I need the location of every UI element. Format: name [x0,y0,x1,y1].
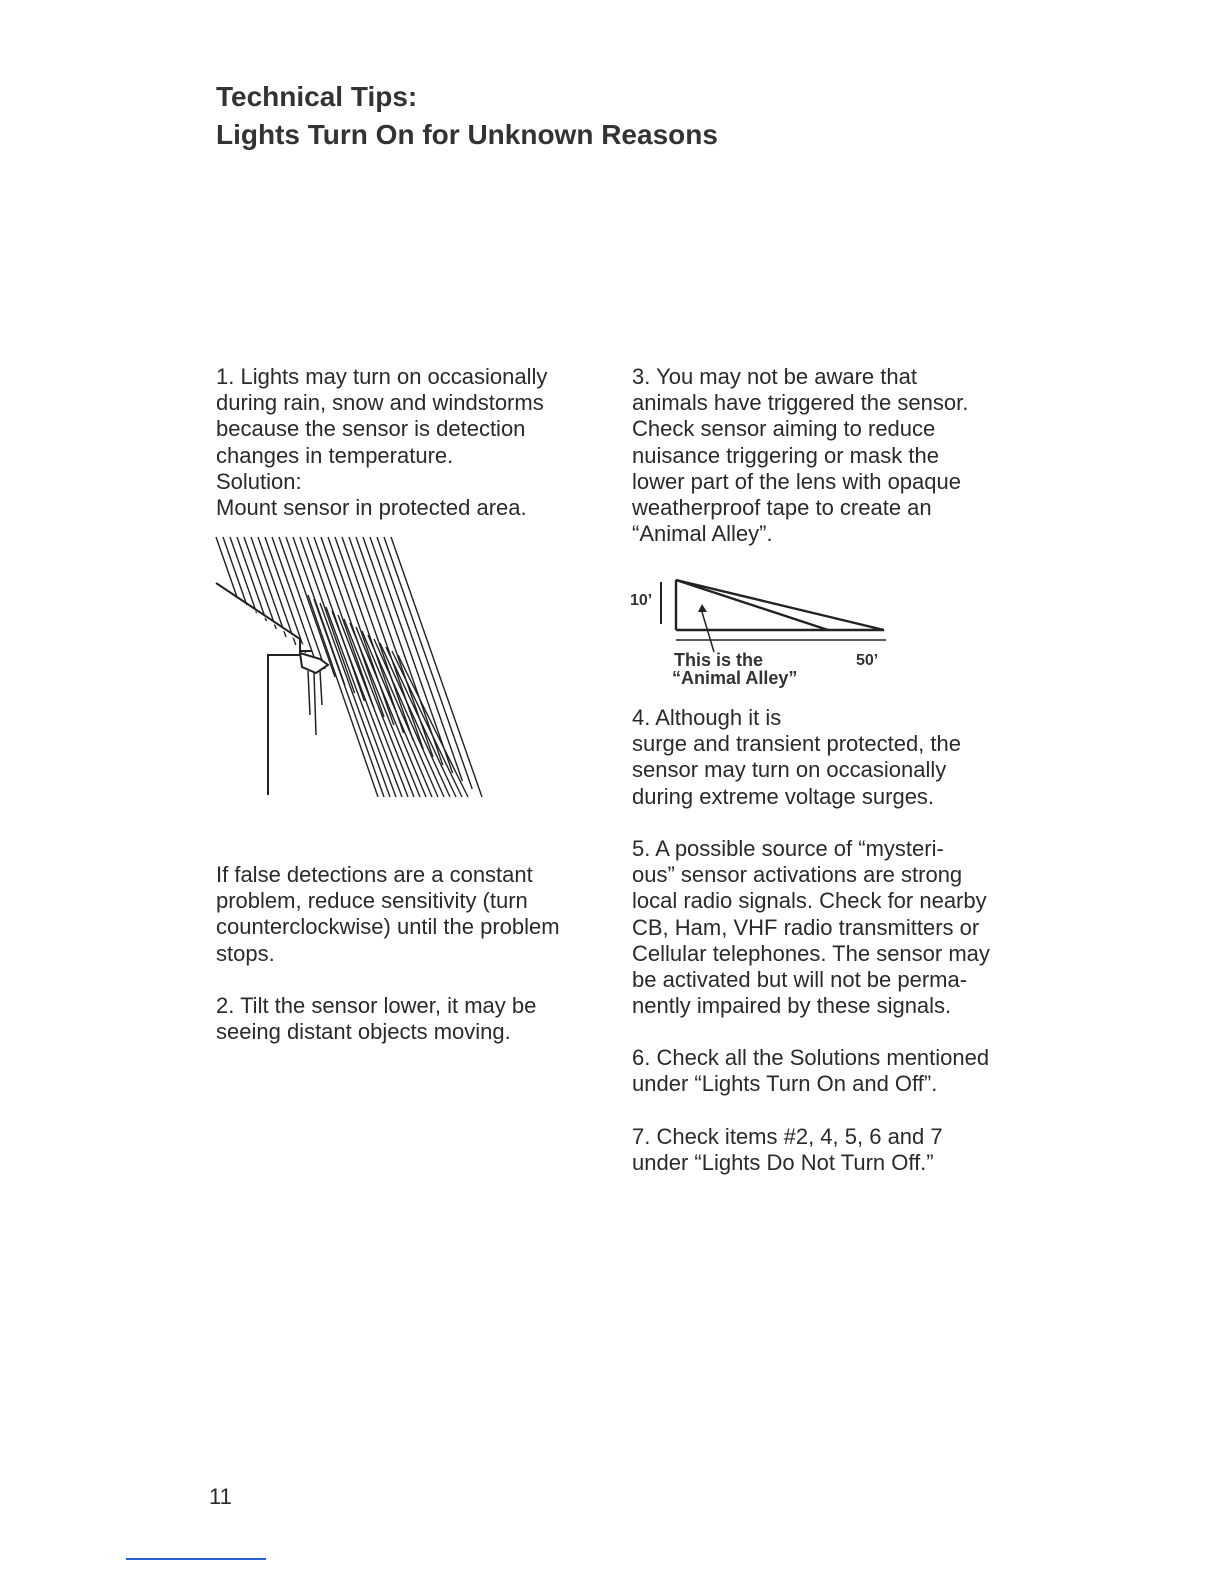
caption-line-1: This is the [674,650,764,670]
tip-item-3: 3. You may not be aware that animals have triggered the sensor. Check sensor aiming to reduce nuisance triggering or mask the lower part of the lens with opaque weatherproof tape to create an “Animal Alley”. [632,364,969,547]
tip-item-1: 1. Lights may turn on occasionally during rain, snow and windstorms because the sensor is detection changes in temperature. Solution: Mount sensor in protected area. [216,364,548,521]
false-detection-note: If false detections are a constant problem, reduce sensitivity (turn counterclockwise) until the problem stops. [216,862,560,966]
footer-rule [126,1558,266,1560]
tip-item-7: 7. Check items #2, 4, 5, 6 and 7 under “Lights Do Not Turn Off.” [632,1124,943,1176]
tip-item-4: 4. Although it is surge and transient protected, the sensor may turn on occasionally during extreme voltage surges. [632,705,961,809]
animal-alley-diagram [628,572,898,692]
rain-sensor-illustration [212,535,412,805]
title-line-2: Lights Turn On for Unknown Reasons [216,119,718,150]
page-title [216,78,718,154]
page-number: 11 [209,1484,232,1509]
caption-line-2: “Animal Alley” [672,668,798,688]
tip-item-5: 5. A possible source of “mysteri- ous” sensor activations are strong local radio signals. Check for nearby CB, Ham, VHF radio transmitters or Cellular telephones. The sensor may be activated but will not be perma- nently impaired by these signals. [632,836,990,1019]
height-label: 10’ [630,592,653,609]
tip-item-2: 2. Tilt the sensor lower, it may be seeing distant objects moving. [216,993,537,1045]
title-line-1: Technical Tips: [216,81,418,112]
tip-item-6: 6. Check all the Solutions mentioned under “Lights Turn On and Off”. [632,1045,990,1097]
distance-label: 50’ [856,652,879,669]
